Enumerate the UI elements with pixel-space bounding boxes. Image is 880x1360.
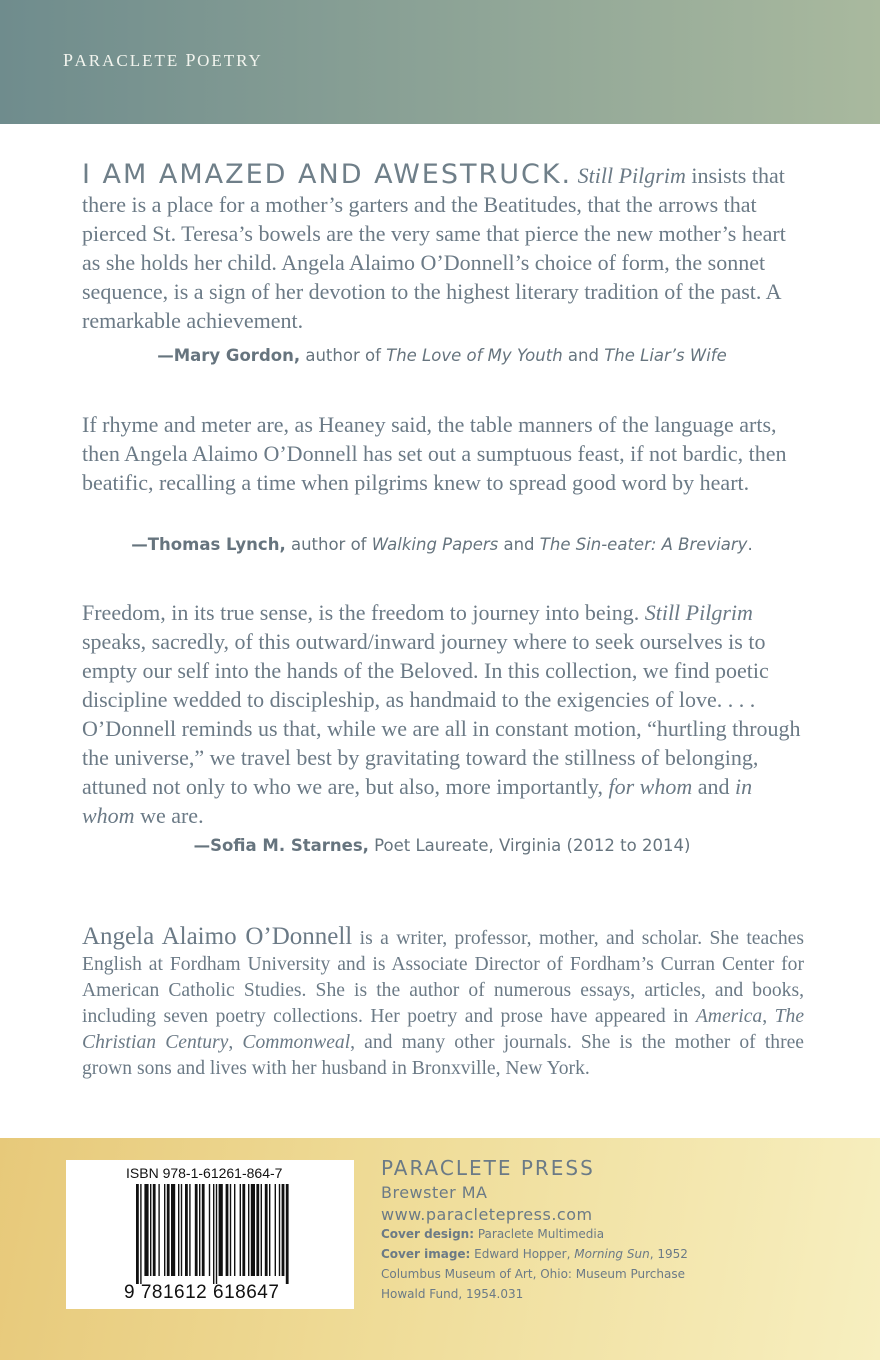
author-bio: Angela Alaimo O’Donnell is a writer, professor, mother, and scholar. She teaches English at Fordham University and is Associate Director of Fordham’s Curran Center for American Catholic Studies. She is the author of numerous essays, articles, and books, including seven poetry collections. Her poetry and prose have appeared in America, The Christian Century, Commonweal, and many other journals. She is the mother of three grown sons and lives with her husband in Bronxville, New York. <box>82 923 805 1079</box>
barcode-bar <box>251 1184 255 1276</box>
blurb-1-attribution: —Mary Gordon, author of The Love of My Youth and The Liar’s Wife <box>157 346 727 365</box>
barcode-bar <box>226 1184 229 1276</box>
blurb-1 <box>82 160 802 335</box>
barcode-bar <box>240 1184 241 1276</box>
barcode-bar <box>286 1184 289 1284</box>
barcode-bar <box>279 1184 280 1276</box>
blurb-2-text: If rhyme and meter are, as Heaney said, the table manners of the language arts, then Angela Alaimo O’Donnell has set out a sumptuous feast, if not bardic, then beatific, recalling a time when pilgrims knew to spread good word by heart. <box>82 412 787 495</box>
barcode-bar <box>282 1184 285 1276</box>
barcode-bar <box>178 1184 179 1276</box>
publisher-location: Brewster MA <box>381 1183 488 1202</box>
barcode-bar <box>234 1184 235 1276</box>
cover-design-credit: Cover design: Paraclete Multimedia <box>381 1227 605 1241</box>
barcode-bar <box>265 1184 268 1276</box>
blurb-1-lead: I AM AMAZED AND AWESTRUCK. <box>82 159 573 190</box>
barcode-bar <box>140 1184 141 1284</box>
barcode-bar <box>136 1184 139 1284</box>
barcode-bar <box>164 1184 165 1276</box>
barcode-bar <box>150 1184 151 1276</box>
cover-image-credit: Cover image: Edward Hopper, Morning Sun, 1952 <box>381 1247 688 1261</box>
isbn-digits: 9 781612 618647 <box>124 1282 280 1303</box>
barcode-bar <box>171 1184 175 1276</box>
barcode-bar <box>195 1184 198 1276</box>
barcode-bar <box>230 1184 231 1276</box>
museum-credit: Columbus Museum of Art, Ohio: Museum Purchase <box>381 1267 685 1281</box>
barcode-bar <box>219 1184 223 1276</box>
barcode-bar <box>158 1184 159 1276</box>
barcode-bar <box>269 1184 270 1276</box>
barcode-bar <box>275 1184 276 1276</box>
barcode-bar <box>248 1184 249 1276</box>
blurb-2-attribution: —Thomas Lynch, author of Walking Papers and The Sin-eater: A Breviary. <box>131 535 753 554</box>
barcode-bar <box>167 1184 170 1276</box>
barcode-bar <box>144 1184 148 1276</box>
publisher-info <box>381 1156 688 1304</box>
publisher-name: PARACLETE PRESS <box>381 1156 595 1180</box>
barcode-box <box>66 1160 354 1309</box>
barcode-bar <box>216 1184 217 1284</box>
series-name: PARACLETE POETRY <box>63 50 263 70</box>
barcode-bar <box>185 1184 188 1276</box>
barcode-bar <box>209 1184 210 1276</box>
barcode-bar <box>213 1184 214 1284</box>
blurb-3-attribution: —Sofia M. Starnes, Poet Laureate, Virginia (2012 to 2014) <box>193 836 691 855</box>
barcode-bar <box>199 1184 200 1276</box>
blurb-1-text: insists that there is a place for a mother’s garters and the Beatitudes, that the arrows that pierced St. Teresa’s bowels are the very same that pierce the new mother’s heart as she holds her child. Angela Alaimo O’Donnell’s choice of form, the sonnet sequence, is a sign of her devotion to the highest literary tradition of the past. A remarkable achievement. <box>82 163 786 333</box>
blurb-2 <box>82 410 802 497</box>
barcode-bar <box>189 1184 190 1276</box>
publisher-website: www.paracletepress.com <box>381 1205 593 1224</box>
isbn-label: ISBN 978-1-61261-864-7 <box>126 1165 283 1181</box>
blurb-1-book-title: Still Pilgrim <box>577 163 686 188</box>
barcode-bar <box>242 1184 245 1276</box>
author-name: Angela Alaimo O’Donnell <box>82 923 353 950</box>
blurb-3: Freedom, in its true sense, is the freedom to journey into being. Still Pilgrim speaks, sacredly, of this outward/inward journey where to seek ourselves is to empty our self into the hands of the Beloved. In this collection, we find poetic discipline wedded to discipleship, as handmaid to the exigencies of love. . . . O’Donnell reminds us that, while we are all in constant motion, “hurtling through the universe,” we travel best by gravitating toward the stillness of belonging, attuned not only to who we are, but also, more importantly, for whom and in whom we are. <box>82 600 801 828</box>
barcode-bar <box>153 1184 156 1276</box>
barcode-bar <box>261 1184 262 1276</box>
barcode-icon <box>136 1184 348 1284</box>
barcode-bar <box>256 1184 259 1276</box>
fund-credit: Howald Fund, 1954.031 <box>381 1287 524 1301</box>
barcode-bar <box>202 1184 205 1276</box>
barcode-bar <box>181 1184 182 1276</box>
